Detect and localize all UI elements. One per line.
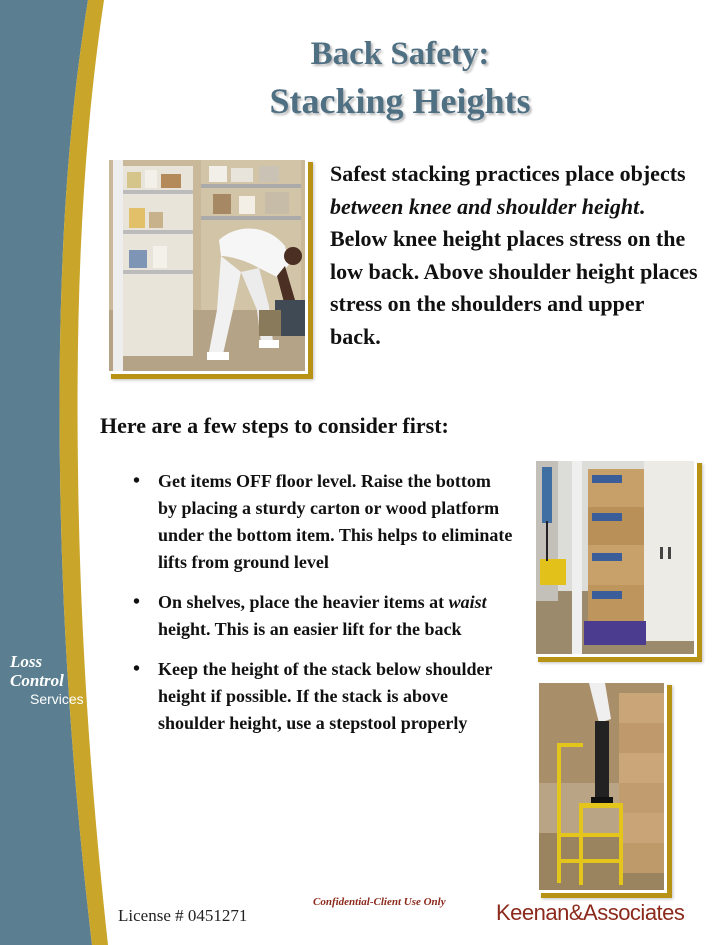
step-text: Get items OFF floor level. Raise the bottom by placing a sturdy carton or wood platform under the bottom item. This helps to eliminate lifts from ground level [158, 471, 513, 572]
bullet-icon: • [133, 591, 141, 613]
intro-text-part1: Safest stacking practices place objects [330, 161, 686, 186]
intro-emphasis: between knee and shoulder height [330, 193, 640, 219]
list-item [133, 656, 513, 737]
bullet-icon: • [133, 658, 141, 680]
step-text-emphasis: waist [448, 592, 487, 612]
steps-heading: Here are a few steps to consider first: [100, 413, 449, 438]
intro-paragraph [330, 158, 700, 353]
sidebar-graphic [0, 0, 110, 945]
company-logo: Keenan&Associates [496, 900, 685, 925]
logo-control: Control [10, 671, 64, 690]
page-title-line1: Back Safety: [310, 36, 490, 72]
logo-loss: Loss [10, 652, 43, 671]
confidential-note: Confidential-Client Use Only [313, 896, 446, 908]
photo-stacked-cartons [533, 458, 697, 657]
list-item [133, 589, 513, 643]
license-number: License # 0451271 [118, 906, 248, 925]
logo-services: Services [30, 691, 84, 707]
sidebar [0, 0, 110, 945]
step-text: Keep the height of the stack below shoulder height if possible. If the stack is above shoulder height, use a stepstool properly [158, 659, 493, 733]
step-text-before: On shelves, place the heavier items at [158, 592, 449, 612]
bullet-icon: • [133, 470, 141, 492]
photo-stepstool [536, 680, 667, 893]
intro-text-part2: . Below knee height places stress on the low back. Above shoulder height places stress on the shoulders and upper back. [330, 193, 698, 349]
page-title-line2: Stacking Heights [269, 81, 531, 121]
list-item [133, 468, 513, 576]
loss-control-logo [10, 652, 84, 708]
step-text-after: height. This is an easier lift for the back [158, 619, 462, 639]
steps-list [133, 468, 513, 750]
photo-storage-room-lift [106, 157, 308, 374]
